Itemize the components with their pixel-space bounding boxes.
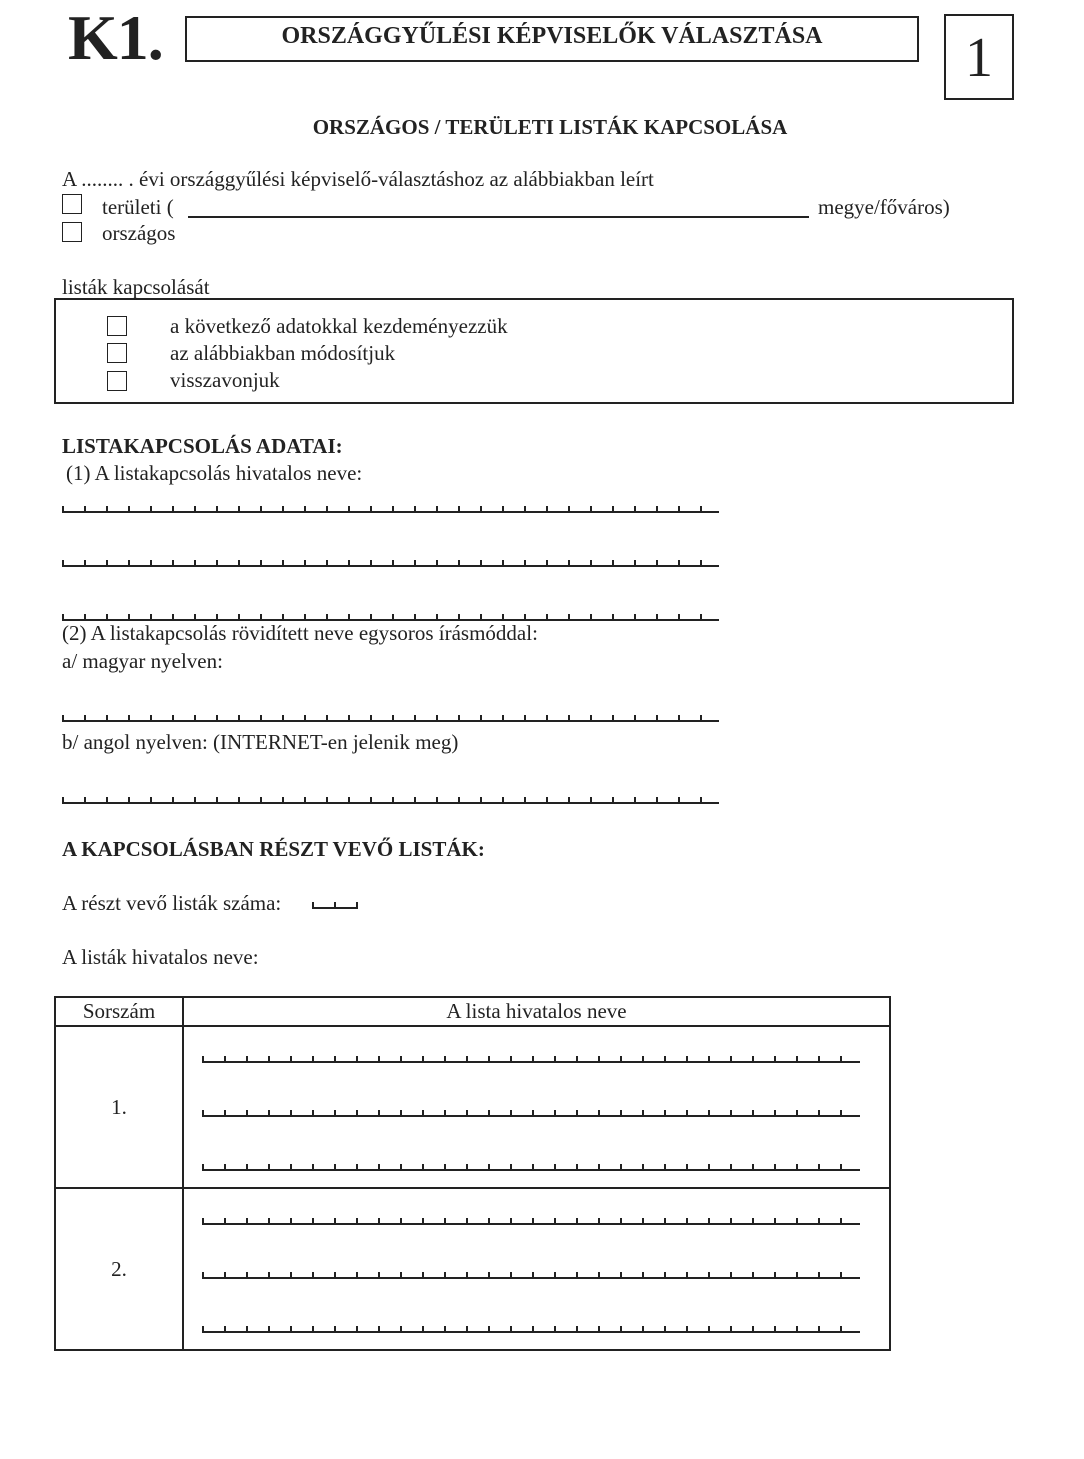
county-input-line[interactable]: [188, 216, 809, 218]
action-label: listák kapcsolását: [62, 275, 210, 299]
initiate-label: a következő adatokkal kezdeményezzük: [170, 314, 508, 338]
form-code: K1.: [68, 2, 163, 73]
list-2-name-field-1[interactable]: [202, 1215, 860, 1225]
list-2-name-field-3[interactable]: [202, 1323, 860, 1333]
list-count-field[interactable]: [312, 899, 358, 909]
election-year-line: A ........ . évi országgyűlési képviselő-választáshoz az alábbiakban leírt: [62, 167, 654, 191]
list-name-cell: [183, 1188, 890, 1350]
official-name-field-1[interactable]: [62, 503, 719, 513]
list-names-label: A listák hivatalos neve:: [62, 945, 259, 969]
form-subtitle: ORSZÁGOS / TERÜLETI LISTÁK KAPCSOLÁSA: [312, 115, 788, 139]
table-header-row: [55, 997, 890, 1026]
column-header-name: A lista hivatalos neve: [183, 997, 890, 1026]
row-number: 2.: [55, 1188, 183, 1350]
withdraw-checkbox[interactable]: [107, 371, 127, 391]
lists-table: [54, 996, 891, 1351]
list-2-name-field-2[interactable]: [202, 1269, 860, 1279]
list-name-cell: [183, 1026, 890, 1188]
row-number: 1.: [55, 1026, 183, 1188]
participants-heading: A KAPCSOLÁSBAN RÉSZT VEVŐ LISTÁK:: [62, 837, 485, 861]
hungarian-label: a/ magyar nyelven:: [62, 649, 223, 673]
english-short-name-field[interactable]: [62, 794, 719, 804]
list-1-name-field-3[interactable]: [202, 1161, 860, 1171]
withdraw-label: visszavonjuk: [170, 368, 280, 392]
column-header-number: Sorszám: [55, 997, 183, 1026]
national-label: országos: [102, 221, 176, 245]
county-suffix: megye/főváros): [818, 195, 950, 219]
territorial-label: területi (: [102, 195, 174, 219]
table-row: [55, 1026, 890, 1188]
official-name-label: (1) A listakapcsolás hivatalos neve:: [66, 461, 363, 485]
list-1-name-field-2[interactable]: [202, 1107, 860, 1117]
list-1-name-field-1[interactable]: [202, 1053, 860, 1063]
territorial-checkbox[interactable]: [62, 194, 82, 214]
data-section-heading: LISTAKAPCSOLÁS ADATAI:: [62, 434, 343, 458]
table-row: [55, 1188, 890, 1350]
english-label: b/ angol nyelven: (INTERNET-en jelenik meg): [62, 730, 459, 754]
initiate-checkbox[interactable]: [107, 316, 127, 336]
modify-checkbox[interactable]: [107, 343, 127, 363]
hungarian-short-name-field[interactable]: [62, 712, 719, 722]
form-title: ORSZÁGGYŰLÉSI KÉPVISELŐK VÁLASZTÁSA: [185, 16, 919, 62]
list-count-label: A részt vevő listák száma:: [62, 891, 282, 915]
modify-label: az alábbiakban módosítjuk: [170, 341, 396, 365]
short-name-label: (2) A listakapcsolás rövidített neve egysoros írásmóddal:: [62, 621, 538, 645]
official-name-field-2[interactable]: [62, 557, 719, 567]
page-number: 1: [944, 14, 1014, 100]
national-checkbox[interactable]: [62, 222, 82, 242]
